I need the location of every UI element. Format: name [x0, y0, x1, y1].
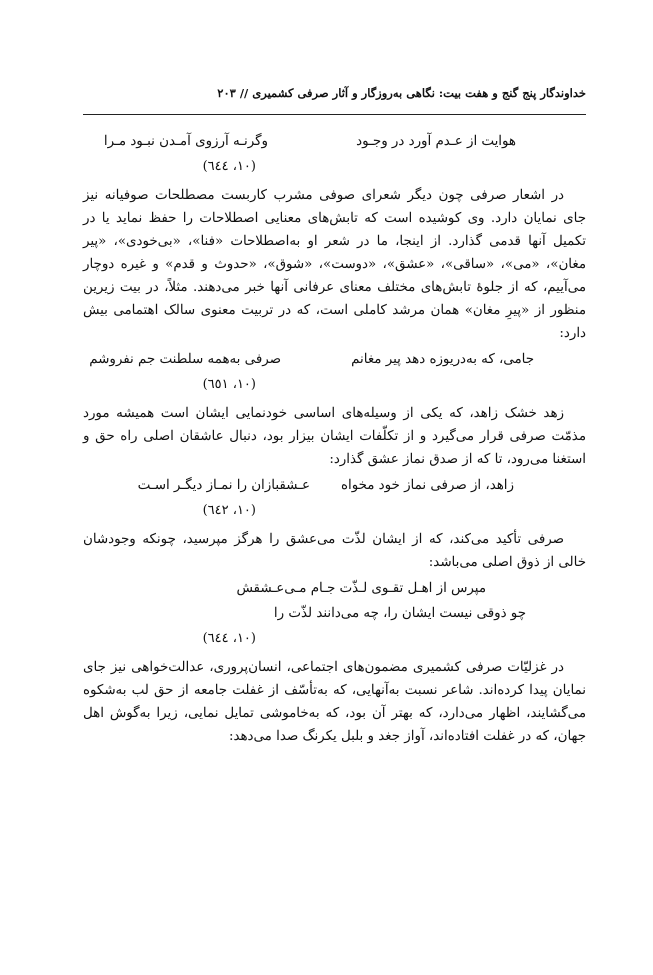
running-header: خداوندگار پنج گنج و هفت بیت: نگاهی به‌روزگار و آثار صرفی کشمیری // ۲۰۳: [217, 86, 586, 100]
verse-4-line-2: [83, 602, 586, 627]
verse-4-hemistich-2: چو ذوقی نیست ایشان را، چه می‌دانند لذّت را: [273, 606, 526, 621]
header-rule: [83, 114, 586, 115]
verse-3: [83, 474, 586, 499]
verse-3-hemistich-1: زاهد، از صرفی نماز خود مخواه: [340, 478, 514, 493]
paragraph-2: زهد خشک زاهد، که یکی از وسیله‌های اساسی خودنمایی ایشان است همیشه مورد مذمّت صرفی قرار می‌گیرد و از تکلّفات ایشان بیزار بود، دنبال عاشقان اصلی راه حق و استغنا می‌رود، تا که از صدق نماز عشق گذارد:: [83, 406, 586, 467]
verse-2-citation: (۱۰، ٦٥۱): [202, 377, 256, 392]
verse-1-citation: (۱۰، ٦٤٤): [202, 159, 256, 174]
paragraph-3: صرفی تأکید می‌کند، که از ایشان لذّت می‌عشق را هرگز مپرسید، چونکه وجودشان خالی از ذوق اصلی می‌باشد:: [83, 532, 586, 570]
verse-4-line-1: [83, 577, 586, 602]
verse-1: [83, 130, 586, 155]
verse-2-hemistich-1: جامی، که به‌دریوزه دهد پیر مغانم: [351, 352, 534, 367]
verse-1-hemistich-2: وگرنـه آرزوی آمـدن نبـود مـرا: [103, 134, 268, 149]
paragraph-1: در اشعار صرفی چون دیگر شعرای صوفی مشرب کاربست مصطلحات صوفیانه نیز جای نمایان دارد. وی کوشیده است که تابش‌های معنایی اصطلاحات را حفظ نماید یا در تکمیل آنها قدمی گذارد. از اینجا، ما در شعر او به‌اصطلاحات «فنا»، «بی‌خودی»، «پیر مغان»، «می»، «ساقی»، «عشق»، «دوست»، «شوق»، «حدوث و قدم» و غیره دوچار می‌آییم، که از جلوهٔ تابش‌های مختلف معنای عرفانی آنها خبر می‌دهند. مثلاً، در بیت زیرین منظور از «پیرِ مغان» همان مرشد کاملی است، که در تربیت معنوی سالک اهتمامی بیش دارد:: [83, 188, 586, 341]
verse-4-citation: (۱۰، ٦٤٤): [202, 631, 256, 646]
verse-2: [83, 348, 586, 373]
verse-1-hemistich-1: هوایت از عـدم آورد در وجـود: [356, 134, 516, 149]
paragraph-4: در غزلیّات صرفی کشمیری مضمون‌های اجتماعی، انسان‌پروری، عدالت‌خواهی نیز جای نمایان پیدا کرده‌اند. شاعر نسبت به‌آنهایی، که به‌تأسّف از غفلت جامعه از حق لب به‌شکوه می‌گشایند، اظهار می‌دارد، که بهتر آن بود، که به‌خاموشی تمایل نمایی، زیرا به‌گوش اهل جهان، که در غفلت افتاده‌اند، آواز جغد و بلبل یکرنگ صدا می‌دهد:: [83, 660, 586, 744]
verse-3-citation: (۱۰، ٦٤۲): [202, 503, 256, 518]
verse-2-hemistich-2: صرفی به‌همه سلطنت جم نفروشم: [89, 352, 281, 367]
verse-4-hemistich-1: مپرس از اهـل تقـوی لـذّت جـام مـی‌عـشقش: [236, 581, 486, 596]
page-body: [83, 130, 586, 751]
verse-3-hemistich-2: عـشقبازان را نمـاز دیگـر اسـت: [137, 478, 310, 493]
